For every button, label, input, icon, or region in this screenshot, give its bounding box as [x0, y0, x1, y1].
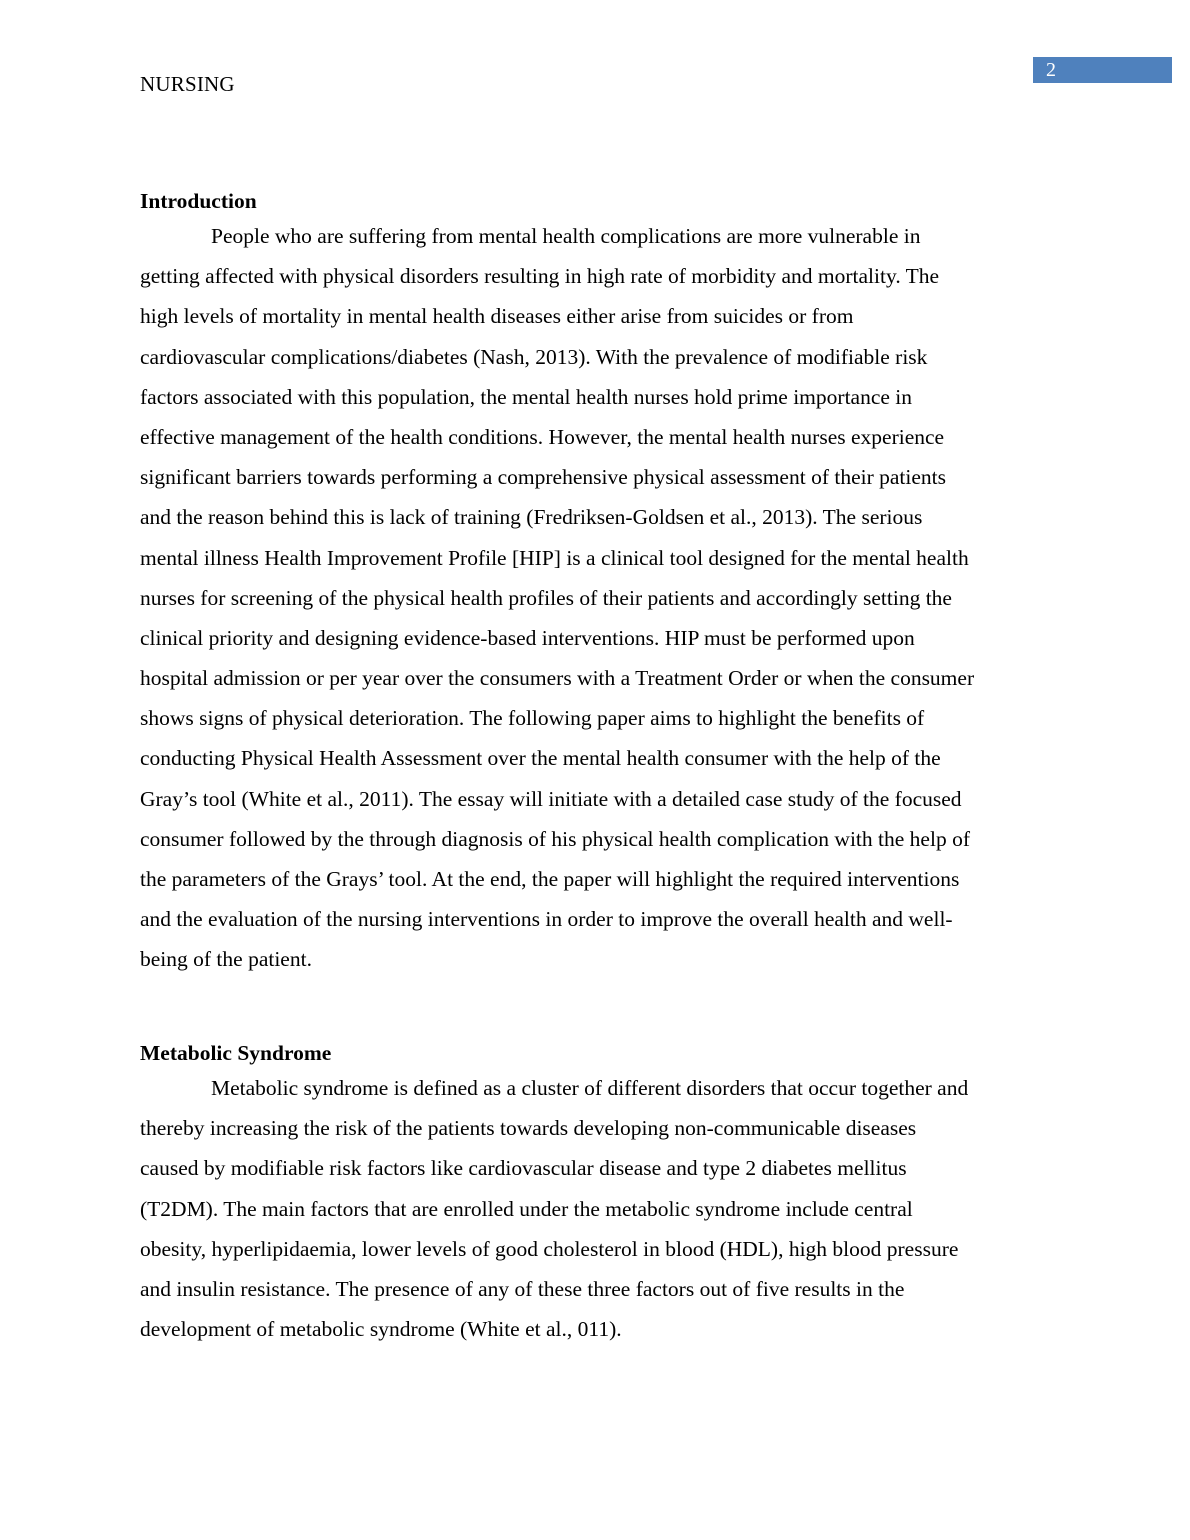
- paragraph-line: caused by modifiable risk factors like cardiovascular disease and type 2 diabetes mellitus: [140, 1156, 907, 1181]
- paragraph-line: cardiovascular complications/diabetes (Nash, 2013). With the prevalence of modifiable risk: [140, 344, 928, 369]
- metabolic-syndrome-section: [140, 1040, 1060, 1349]
- paragraph-line: thereby increasing the risk of the patients towards developing non-communicable diseases: [140, 1116, 917, 1141]
- paragraph-line: obesity, hyperlipidaemia, lower levels of good cholesterol in blood (HDL), high blood pressure: [140, 1236, 959, 1261]
- page-number: 2: [1033, 57, 1172, 83]
- paragraph-line: mental illness Health Improvement Profile [HIP] is a clinical tool designed for the mental health: [140, 545, 969, 570]
- paragraph-line: consumer followed by the through diagnosis of his physical health complication with the help of: [140, 826, 970, 851]
- paragraph-line: and insulin resistance. The presence of any of these three factors out of five results in the: [140, 1276, 905, 1301]
- paragraph-line: hospital admission or per year over the consumers with a Treatment Order or when the consumer: [140, 666, 975, 691]
- paragraph-line: Metabolic syndrome is defined as a cluster of different disorders that occur together and: [211, 1076, 969, 1100]
- paragraph-line: being of the patient.: [140, 947, 312, 972]
- running-head: NURSING: [140, 72, 235, 96]
- paragraph-line: clinical priority and designing evidence-based interventions. HIP must be performed upon: [140, 625, 915, 650]
- paragraph-line: conducting Physical Health Assessment over the mental health consumer with the help of the: [140, 746, 941, 771]
- paragraph-line: People who are suffering from mental health complications are more vulnerable in: [211, 224, 921, 248]
- paragraph-line: and the evaluation of the nursing interventions in order to improve the overall health and well-: [140, 907, 953, 932]
- section-heading-metabolic-syndrome: Metabolic Syndrome: [140, 1041, 332, 1065]
- paragraph-line: high levels of mortality in mental health diseases either arise from suicides or from: [140, 304, 854, 329]
- paragraph-line: significant barriers towards performing a comprehensive physical assessment of their patients: [140, 465, 947, 490]
- paragraph-line: shows signs of physical deterioration. The following paper aims to highlight the benefits of: [140, 706, 925, 731]
- paragraph-line: development of metabolic syndrome (White et al., 011).: [140, 1317, 622, 1342]
- paragraph-line: effective management of the health conditions. However, the mental health nurses experience: [140, 424, 945, 449]
- paragraph-line: factors associated with this population, the mental health nurses hold prime importance in: [140, 384, 913, 409]
- paragraph-line: and the reason behind this is lack of training (Fredriksen-Goldsen et al., 2013). The serious: [140, 505, 923, 530]
- metabolic-syndrome-paragraph: [140, 1068, 1060, 1349]
- paragraph-line: nurses for screening of the physical health profiles of their patients and accordingly setting the: [140, 585, 952, 610]
- section-heading-introduction: Introduction: [140, 189, 257, 213]
- introduction-paragraph: [140, 216, 1060, 980]
- introduction-section: [140, 188, 1060, 980]
- paragraph-line: (T2DM). The main factors that are enrolled under the metabolic syndrome include central: [140, 1196, 913, 1221]
- paragraph-line: Gray’s tool (White et al., 2011). The essay will initiate with a detailed case study of the focused: [140, 786, 962, 811]
- paragraph-line: the parameters of the Grays’ tool. At the end, the paper will highlight the required interventions: [140, 867, 960, 891]
- paragraph-line: getting affected with physical disorders resulting in high rate of morbidity and mortality. The: [140, 264, 940, 289]
